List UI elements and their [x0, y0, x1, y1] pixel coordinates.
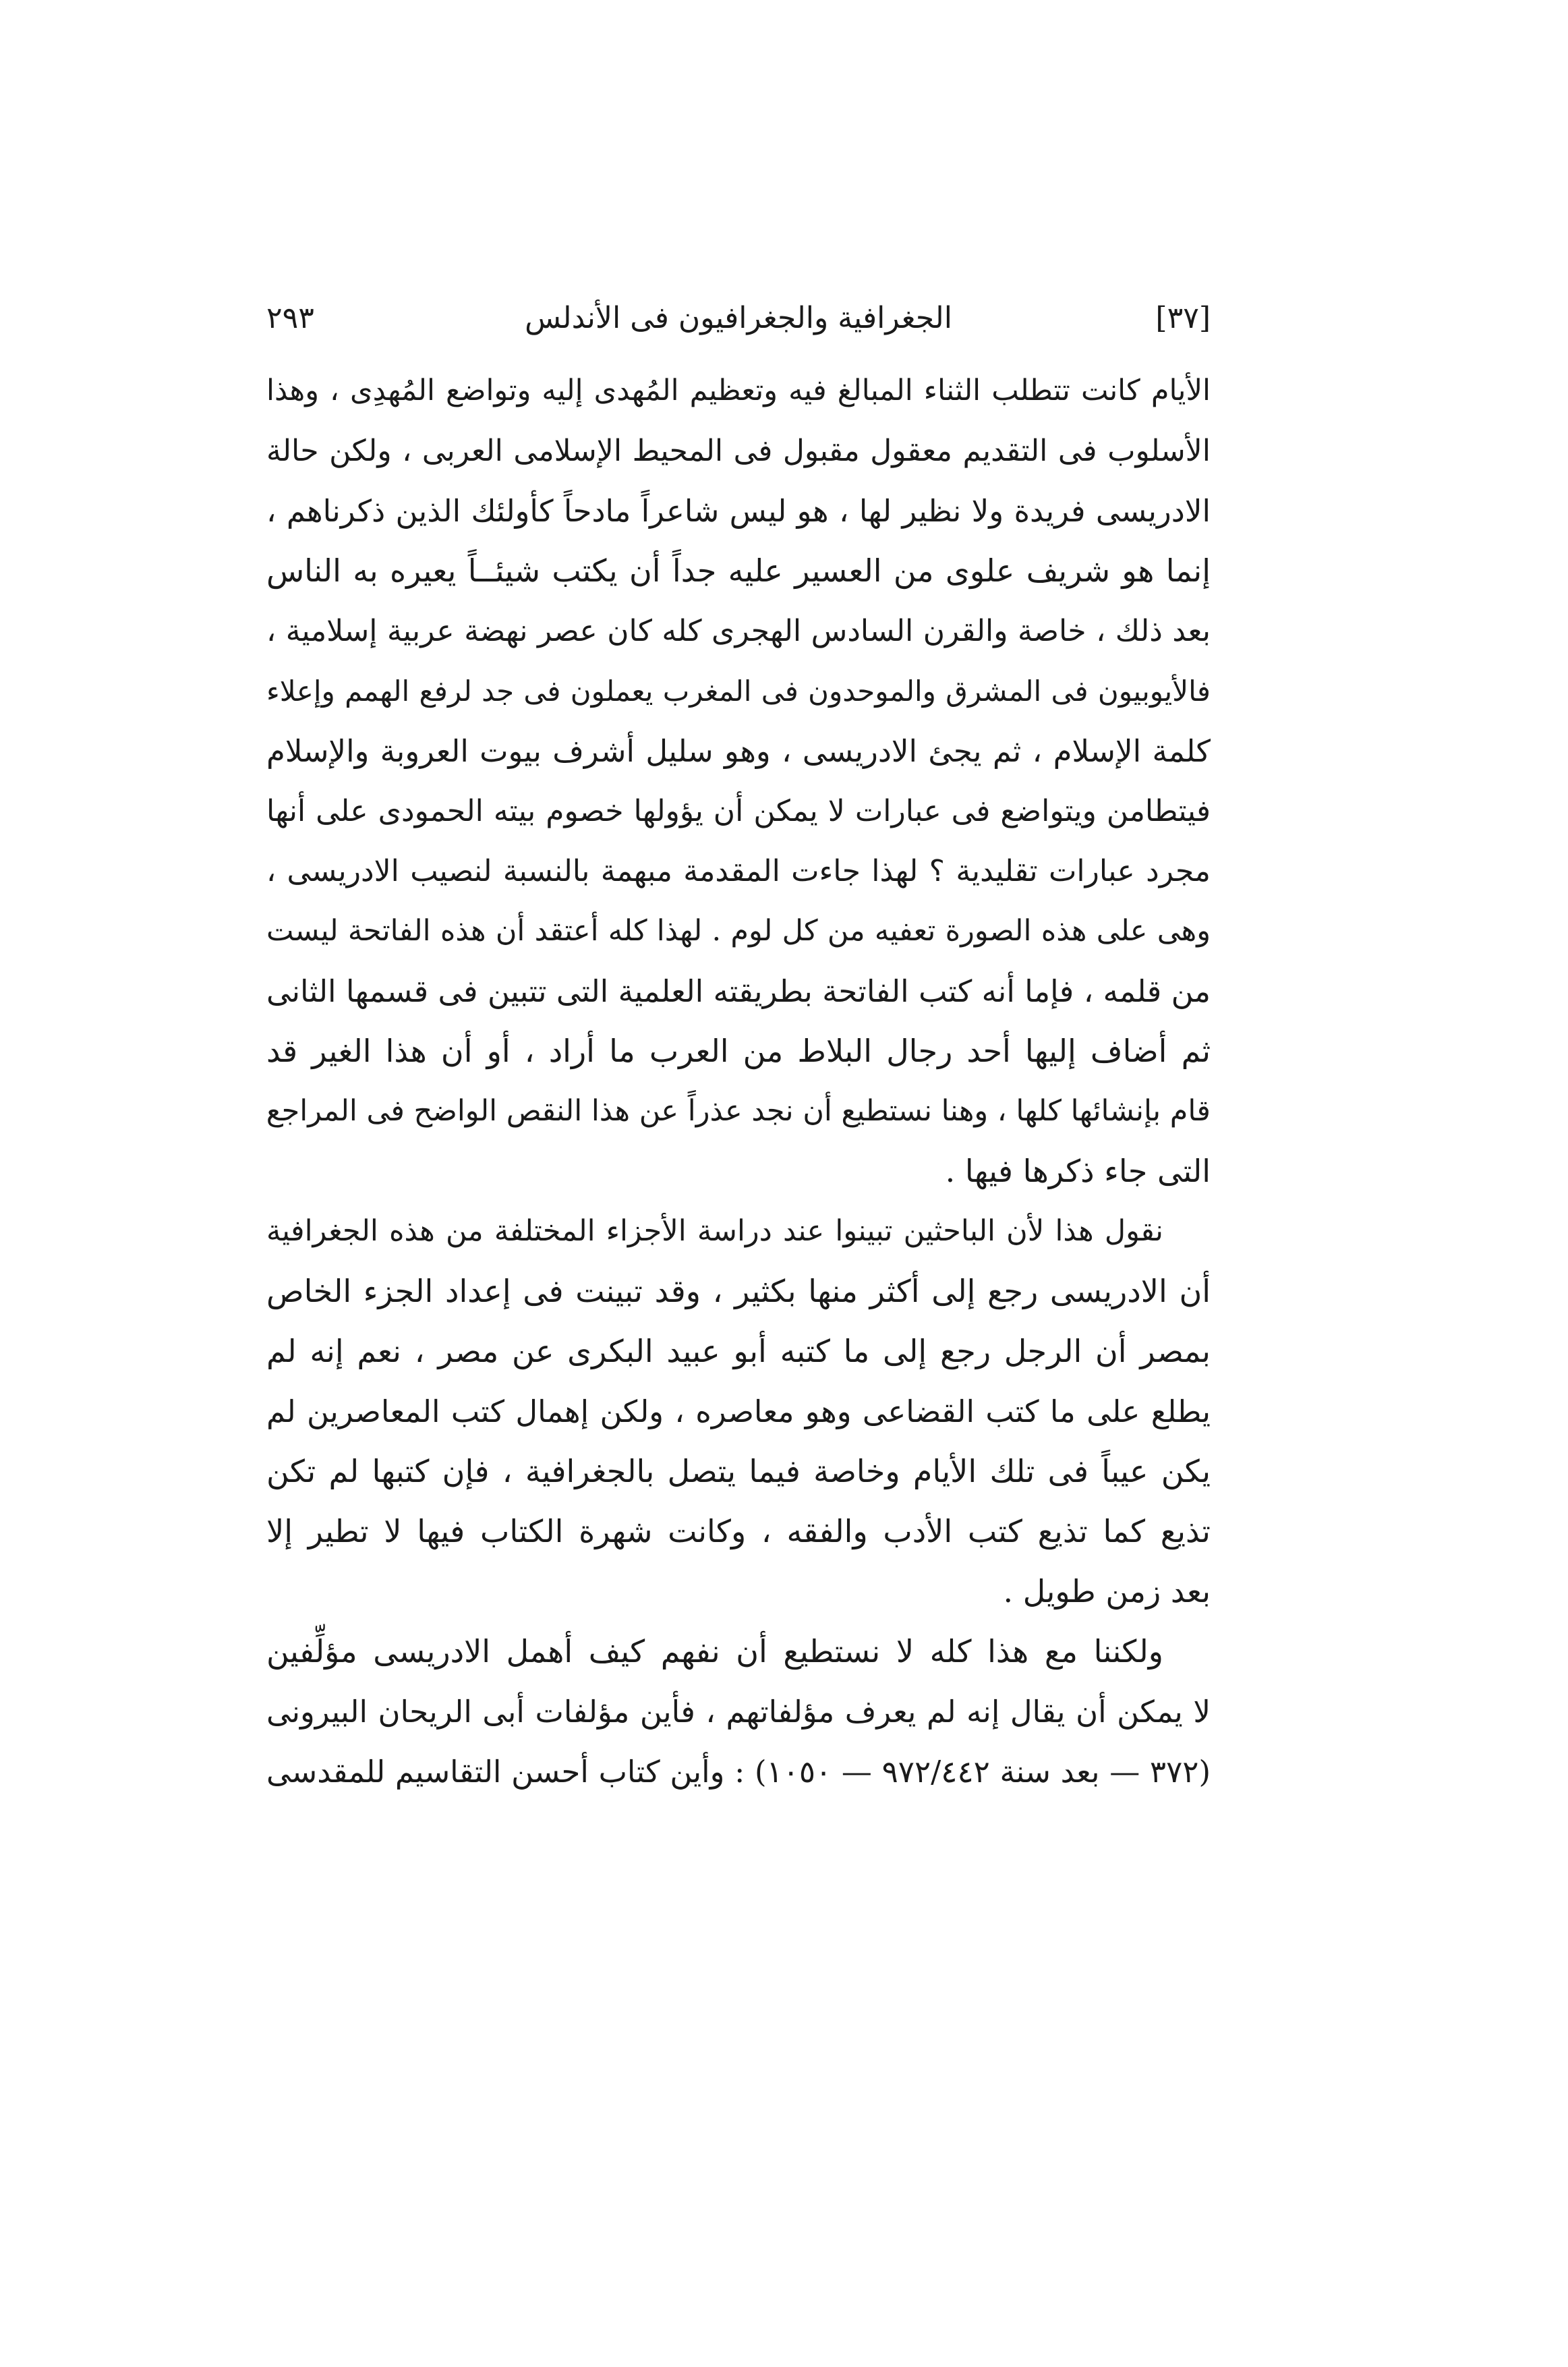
text-line: الأيام كانت تتطلب الثناء المبالغ فيه وتعظيم المُهدى إليه وتواضع المُهدِى ، وهذا: [266, 374, 1211, 407]
text-line: يكن عيباً فى تلك الأيام وخاصة فيما يتصل بالجغرافية ، فإن كتبها لم تكن: [266, 1453, 1211, 1489]
paragraph-2: [266, 1201, 1211, 1622]
text-line: مجرد عبارات تقليدية ؟ لهذا جاءت المقدمة مبهمة بالنسبة لنصيب الادريسى ،: [266, 854, 1211, 888]
text-line: قام بإنشائها كلها ، وهنا نستطيع أن نجد عذراً عن هذا النقص الواضح فى المراجع: [266, 1094, 1211, 1128]
section-number: [٣٧]: [1155, 301, 1211, 335]
text-line: ولكننا مع هذا كله لا نستطيع أن نفهم كيف أهمل الادريسى مؤلِّفين: [266, 1633, 1163, 1670]
paragraph-1: [266, 361, 1211, 1201]
page-number: ٢٩٣: [266, 301, 314, 335]
text-line: من قلمه ، فإما أنه كتب الفاتحة بطريقته العلمية التى تتبين فى قسمها الثانى: [266, 973, 1211, 1009]
text-line: ثم أضاف إليها أحد رجال البلاط من العرب ما أراد ، أو أن هذا الغير قد: [266, 1033, 1211, 1069]
text-line: بمصر أن الرجل رجع إلى ما كتبه أبو عبيد البكرى عن مصر ، نعم إنه لم: [266, 1333, 1211, 1369]
running-title: الجغرافية والجغرافيون فى الأندلس: [525, 301, 952, 335]
text-line: فالأيوبيون فى المشرق والموحدون فى المغرب يعملون فى جد لرفع الهمم وإعلاء: [266, 675, 1211, 708]
text-line: يطلع على ما كتب القضاعى وهو معاصره ، ولكن إهمال كتب المعاصرين لم: [266, 1394, 1211, 1429]
text-line: تذيع كما تذيع كتب الأدب والفقه ، وكانت شهرة الكتاب فيها لا تطير إلا: [266, 1513, 1211, 1549]
text-line: الأسلوب فى التقديم معقول مقبول فى المحيط الإسلامى العربى ، ولكن حالة: [266, 434, 1211, 468]
text-line: لا يمكن أن يقال إنه لم يعرف مؤلفاتهم ، فأين مؤلفات أبى الريحان البيرونى: [266, 1694, 1211, 1730]
text-line: فيتطامن ويتواضع فى عبارات لا يمكن أن يؤولها خصوم بيته الحمودى على أنها: [266, 794, 1211, 828]
text-line: بعد زمن طويل .: [1003, 1573, 1211, 1609]
text-line: إنما هو شريف علوى من العسير عليه جداً أن يكتب شيئــاً يعيره به الناس: [266, 552, 1211, 589]
text-line: أن الادريسى رجع إلى أكثر منها بكثير ، وقد تبينت فى إعداد الجزء الخاص: [266, 1273, 1211, 1309]
body-text: [266, 361, 1211, 1802]
text-line: كلمة الإسلام ، ثم يجئ الادريسى ، وهو سليل أشرف بيوت العروبة والإسلام: [266, 733, 1211, 769]
text-line: بعد ذلك ، خاصة والقرن السادس الهجرى كله كان عصر نهضة عربية إسلامية ،: [266, 614, 1211, 648]
text-line: (٣٧٢ — بعد سنة ٩٧٢/٤٤٢ — ١٠٥٠) : وأين كتاب أحسن التقاسيم للمقدسى: [266, 1754, 1211, 1790]
running-header: [266, 291, 1211, 345]
text-line: وهى على هذه الصورة تعفيه من كل لوم . لهذا كله أعتقد أن هذه الفاتحة ليست: [266, 914, 1211, 948]
text-line: التى جاء ذكرها فيها .: [945, 1153, 1211, 1189]
text-line: الادريسى فريدة ولا نظير لها ، هو ليس شاعراً مادحاً كأولئك الذين ذكرناهم ،: [266, 493, 1211, 529]
text-line: نقول هذا لأن الباحثين تبينوا عند دراسة الأجزاء المختلفة من هذه الجغرافية: [266, 1214, 1163, 1248]
paragraph-3: [266, 1622, 1211, 1802]
